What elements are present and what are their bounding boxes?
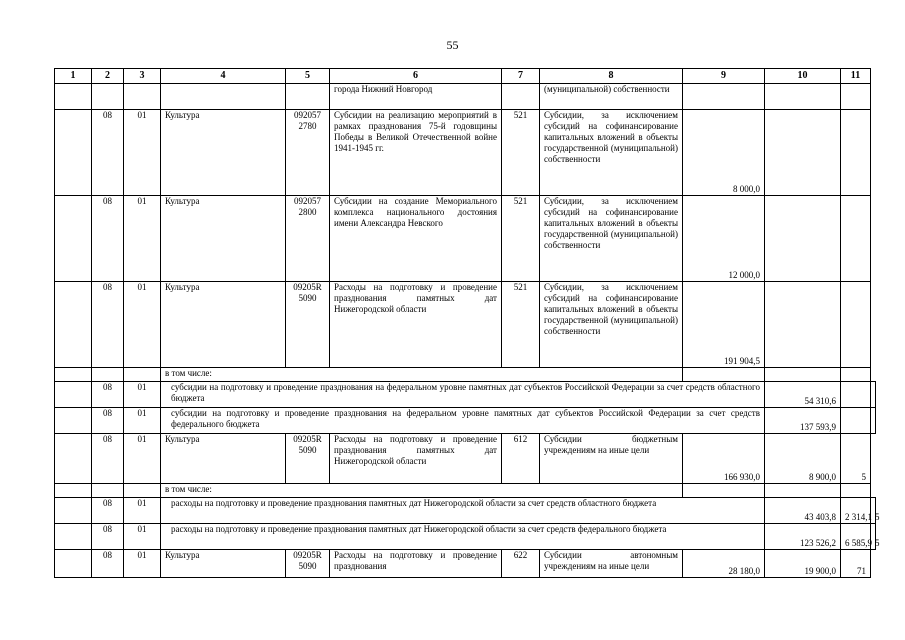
- cell-section: [92, 368, 124, 382]
- cell-name: Культура: [161, 282, 286, 368]
- cell-expense-type: 521: [502, 110, 540, 196]
- cell-amount-3: [841, 484, 871, 498]
- cell-subsection: 01: [124, 282, 161, 368]
- cell-expense-type: 622: [502, 550, 540, 578]
- column-header: 11: [841, 69, 871, 84]
- cell-subsection: 01: [124, 408, 161, 434]
- cell-subsection: 01: [124, 498, 161, 524]
- column-header: 4: [161, 69, 286, 84]
- cell-expense-name: Субсидии бюджетным учреждениям на иные цели: [540, 434, 683, 484]
- cell-amount: 137 593,9: [765, 408, 841, 434]
- cell-target-code: 09205R 5090: [286, 434, 330, 484]
- cell-name: Культура: [161, 434, 286, 484]
- column-header: 7: [502, 69, 540, 84]
- cell-col1: [55, 408, 92, 434]
- table-row: [55, 408, 876, 434]
- table-row: [55, 196, 876, 282]
- cell-amount-3: [841, 282, 871, 368]
- cell-amount-2: [765, 484, 841, 498]
- cell-name: Культура: [161, 196, 286, 282]
- cell-amount: 54 310,6: [765, 382, 841, 408]
- cell-target-code: 09205R 5090: [286, 282, 330, 368]
- cell-expense-type: [502, 84, 540, 110]
- cell-target-name: Субсидии на создание Мемориального комплекса национального достояния имени Александра Невского: [330, 196, 502, 282]
- cell-target-name: города Нижний Новгород: [330, 84, 502, 110]
- cell-amount-2: [765, 368, 841, 382]
- cell-section: 08: [92, 382, 124, 408]
- cell-col1: [55, 368, 92, 382]
- cell-span-description: субсидии на подготовку и проведение празднования на федеральном уровне памятных дат субъектов Российской Федерации за счет средств федерального бюджета: [161, 408, 765, 434]
- cell-amount-2: [841, 408, 871, 434]
- page-number: 55: [446, 38, 459, 52]
- cell-section: 08: [92, 282, 124, 368]
- cell-amount-3: [841, 84, 871, 110]
- table-row: [55, 498, 876, 524]
- table-row: [55, 550, 876, 578]
- cell-subsection: [124, 368, 161, 382]
- cell-amount-2: 19 900,0: [765, 550, 841, 578]
- cell-amount-3: 5: [841, 434, 871, 484]
- cell-amount-3: [841, 368, 871, 382]
- table-row: [55, 382, 876, 408]
- cell-col1: [55, 196, 92, 282]
- table-row: [55, 84, 876, 110]
- cell-span-description: расходы на подготовку и проведение празднования памятных дат Нижегородской области за счет средств федерального бюджета: [161, 524, 765, 550]
- cell-amount-3: 5: [871, 524, 876, 550]
- cell-name: Культура: [161, 550, 286, 578]
- table-row: [55, 282, 876, 368]
- cell-section: [92, 484, 124, 498]
- cell-col1: [55, 484, 92, 498]
- cell-amount-2: [765, 84, 841, 110]
- cell-section: 08: [92, 408, 124, 434]
- cell-amount: [683, 484, 765, 498]
- cell-col1: [55, 382, 92, 408]
- cell-amount: [683, 368, 765, 382]
- cell-target-code: 092057 2780: [286, 110, 330, 196]
- cell-amount-2: 8 900,0: [765, 434, 841, 484]
- cell-subsection: 01: [124, 382, 161, 408]
- header-row: [55, 69, 876, 84]
- cell-amount: 123 526,2: [765, 524, 841, 550]
- budget-table: [54, 68, 880, 578]
- cell-expense-name: Субсидии, за исключением субсидий на софинансирование капитальных вложений в объекты государственной (муниципальной) собственности: [540, 110, 683, 196]
- cell-amount-2: 6 585,9: [841, 524, 871, 550]
- cell-target-name: Расходы на подготовку и проведение празднования памятных дат Нижегородской области: [330, 282, 502, 368]
- cell-target-name: Расходы на подготовку и проведение празднования памятных дат Нижегородской области: [330, 434, 502, 484]
- column-header: 3: [124, 69, 161, 84]
- cell-col1: [55, 550, 92, 578]
- cell-col1: [55, 282, 92, 368]
- column-header: 5: [286, 69, 330, 84]
- cell-subtotal-label: в том числе:: [161, 484, 683, 498]
- cell-expense-name: Субсидии автономным учреждениям на иные цели: [540, 550, 683, 578]
- cell-section: 08: [92, 196, 124, 282]
- cell-amount-2: 2 314,1: [841, 498, 871, 524]
- cell-amount: 28 180,0: [683, 550, 765, 578]
- cell-amount-3: [841, 196, 871, 282]
- cell-subsection: [124, 484, 161, 498]
- table-row: [55, 368, 876, 382]
- cell-amount: 166 930,0: [683, 434, 765, 484]
- cell-span-description: расходы на подготовку и проведение празднования памятных дат Нижегородской области за счет средств областного бюджета: [161, 498, 765, 524]
- cell-target-code: 09205R 5090: [286, 550, 330, 578]
- cell-col1: [55, 498, 92, 524]
- cell-subtotal-label: в том числе:: [161, 368, 683, 382]
- cell-amount-3: 71: [841, 550, 871, 578]
- cell-section: 08: [92, 524, 124, 550]
- table-row: [55, 484, 876, 498]
- cell-amount-2: [765, 110, 841, 196]
- cell-subsection: 01: [124, 524, 161, 550]
- cell-name: Культура: [161, 110, 286, 196]
- cell-section: 08: [92, 110, 124, 196]
- column-header: 10: [765, 69, 841, 84]
- column-header: 1: [55, 69, 92, 84]
- cell-amount: 43 403,8: [765, 498, 841, 524]
- cell-section: 08: [92, 550, 124, 578]
- cell-target-name: Расходы на подготовку и проведение празднования: [330, 550, 502, 578]
- cell-span-description: субсидии на подготовку и проведение празднования на федеральном уровне памятных дат субъектов Российской Федерации за счет средств областного бюджета: [161, 382, 765, 408]
- cell-target-code: 092057 2800: [286, 196, 330, 282]
- cell-expense-name: (муниципальной) собственности: [540, 84, 683, 110]
- cell-amount-3: [871, 408, 876, 434]
- cell-amount: [683, 84, 765, 110]
- cell-section: 08: [92, 498, 124, 524]
- cell-amount-3: [871, 382, 876, 408]
- cell-amount-3: [841, 110, 871, 196]
- table-row: [55, 434, 876, 484]
- cell-target-name: Субсидии на реализацию мероприятий в рамках празднования 75-й годовщины Победы в Великой Отечественной войне 1941-1945 гг.: [330, 110, 502, 196]
- cell-amount: 8 000,0: [683, 110, 765, 196]
- cell-expense-name: Субсидии, за исключением субсидий на софинансирование капитальных вложений в объекты государственной (муниципальной) собственности: [540, 282, 683, 368]
- column-header: 2: [92, 69, 124, 84]
- table-row: [55, 524, 876, 550]
- cell-expense-type: 521: [502, 282, 540, 368]
- cell-expense-type: 521: [502, 196, 540, 282]
- cell-amount: 191 904,5: [683, 282, 765, 368]
- cell-amount-2: [841, 382, 871, 408]
- cell-subsection: 01: [124, 550, 161, 578]
- column-header: 8: [540, 69, 683, 84]
- cell-col1: [55, 434, 92, 484]
- cell-amount-2: [765, 282, 841, 368]
- cell-target-code: [286, 84, 330, 110]
- cell-amount-3: 5: [871, 498, 876, 524]
- cell-subsection: 01: [124, 196, 161, 282]
- cell-section: 08: [92, 434, 124, 484]
- cell-col1: [55, 84, 92, 110]
- cell-amount: 12 000,0: [683, 196, 765, 282]
- cell-name: [161, 84, 286, 110]
- cell-expense-name: Субсидии, за исключением субсидий на софинансирование капитальных вложений в объекты государственной (муниципальной) собственности: [540, 196, 683, 282]
- cell-section: [92, 84, 124, 110]
- column-header: 6: [330, 69, 502, 84]
- cell-subsection: [124, 84, 161, 110]
- cell-col1: [55, 110, 92, 196]
- cell-col1: [55, 524, 92, 550]
- cell-expense-type: 612: [502, 434, 540, 484]
- cell-amount-2: [765, 196, 841, 282]
- cell-subsection: 01: [124, 110, 161, 196]
- column-header: 9: [683, 69, 765, 84]
- table-row: [55, 110, 876, 196]
- cell-subsection: 01: [124, 434, 161, 484]
